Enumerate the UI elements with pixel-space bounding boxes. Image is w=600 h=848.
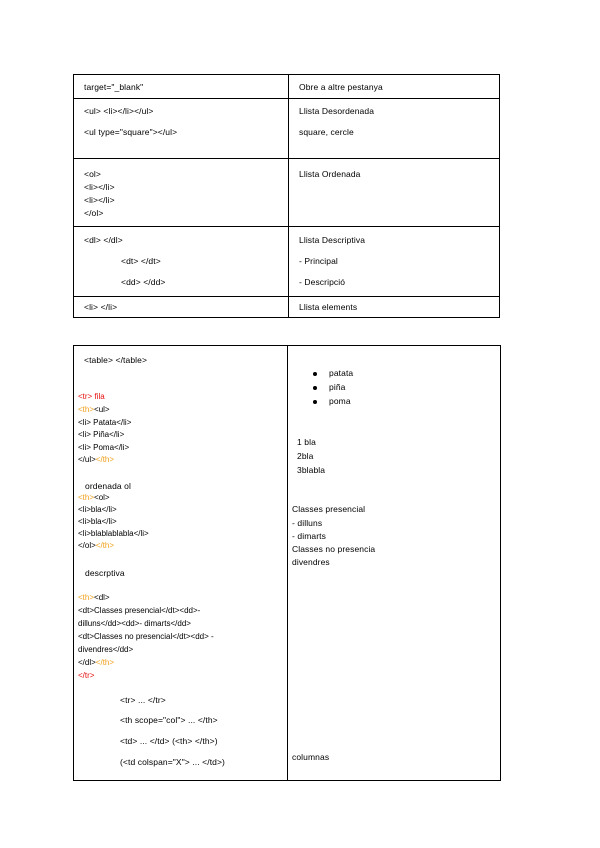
column-divider (287, 346, 288, 780)
cell-description: Llista Desordenada (299, 106, 375, 116)
code-line: <li>bla</li> (78, 517, 117, 526)
cell-code: </ol> (84, 208, 104, 218)
code-line: <li>blablablabla</li> (78, 529, 149, 538)
cell-description: Llista Descriptiva (299, 235, 366, 245)
html-table-example (73, 345, 501, 781)
cell-code: <li></li> (84, 195, 115, 205)
cell-code: <ul type="square"></ul> (84, 127, 178, 137)
th-close-tag: </th> (95, 541, 115, 550)
ol-close-tag: </ol> (78, 541, 96, 550)
table-row (74, 297, 499, 317)
th-open-tag: <th> (78, 405, 95, 414)
code-line: divendres</dd> (78, 645, 134, 654)
ul-close-tag: </ul> (78, 455, 96, 464)
section-label: ordenada ol (85, 481, 131, 491)
th-close-tag: </th> (95, 455, 115, 464)
list-item: 3blabla (297, 465, 326, 475)
code-line: dilluns</dd><dd>- dimarts</dd> (78, 619, 191, 628)
description-detail: - dilluns (292, 518, 323, 528)
cell-code: <dt> </dt> (121, 256, 161, 266)
cell-code: <ul> <li></li></ul> (84, 106, 154, 116)
code-line: <li>bla</li> (78, 505, 117, 514)
description-detail: divendres (292, 557, 330, 567)
cell-description: Llista Ordenada (299, 169, 361, 179)
html-reference-table (73, 74, 500, 318)
cell-description: - Descripció (299, 277, 346, 287)
code-line (78, 539, 114, 552)
note-line: (<td colspan="X"> ... </td>) (120, 757, 225, 767)
description-detail: - dimarts (292, 531, 326, 541)
list-item: 1 bla (297, 437, 316, 447)
table-row (74, 75, 499, 99)
table-row (74, 99, 499, 159)
th-open-tag: <th> (78, 493, 95, 502)
th-open-tag: <th> (78, 593, 95, 602)
code-line: <dt>Classes presencial</dt><dd>- (78, 606, 201, 615)
ol-open-tag: <ol> (94, 493, 110, 502)
note-line: <td> ... </td> (<th> </th>) (120, 736, 218, 746)
cell-code: <dl> </dl> (84, 235, 123, 245)
bullet-icon (313, 372, 317, 376)
list-item: poma (329, 396, 351, 406)
code-line (78, 403, 110, 416)
note-line: <tr> ... </tr> (120, 695, 166, 705)
tr-open-tag: <tr> (78, 392, 93, 401)
code-line (78, 390, 105, 403)
cell-code: <li></li> (84, 182, 115, 192)
table-row (74, 227, 499, 297)
description-term: Classes presencial (292, 504, 366, 514)
note-line: <th scope="col"> ... </th> (120, 715, 218, 725)
cell-code: <li> </li> (84, 302, 118, 312)
list-item: patata (329, 368, 354, 378)
table-tag-text: <table> </table> (84, 355, 148, 365)
section-label: descrptiva (85, 568, 125, 578)
description-term: Classes no presencia (292, 544, 376, 554)
code-line: <li> Poma</li> (78, 443, 130, 452)
cell-code: <dd> </dd> (121, 277, 166, 287)
cell-code: <ol> (84, 169, 101, 179)
cell-description: square, cercle (299, 127, 354, 137)
dl-open-tag: <dl> (94, 593, 110, 602)
bullet-icon (313, 400, 317, 404)
cell-description: - Principal (299, 256, 338, 266)
tr-close-tag: </tr> (78, 671, 95, 680)
code-line: <dt>Classes no presencial</dt><dd> - (78, 632, 214, 641)
code-line: <li> Piña</li> (78, 430, 125, 439)
cell-description: Obre a altre pestanya (299, 82, 383, 92)
cell-description: Llista elements (299, 302, 358, 312)
cell-code: target="_blank" (84, 82, 144, 92)
columnas-text: columnas (292, 752, 330, 762)
ul-open-tag: <ul> (94, 405, 110, 414)
code-line: <li> Patata</li> (78, 418, 132, 427)
bullet-icon (313, 386, 317, 390)
fila-text: fila (92, 392, 105, 401)
list-item: 2bla (297, 451, 314, 461)
dl-close-tag: </dl> (78, 658, 96, 667)
table-row (74, 159, 499, 227)
code-line (78, 453, 114, 466)
th-close-tag: </th> (95, 658, 115, 667)
list-item: piña (329, 382, 346, 392)
code-line (78, 591, 110, 604)
code-line (78, 656, 114, 669)
